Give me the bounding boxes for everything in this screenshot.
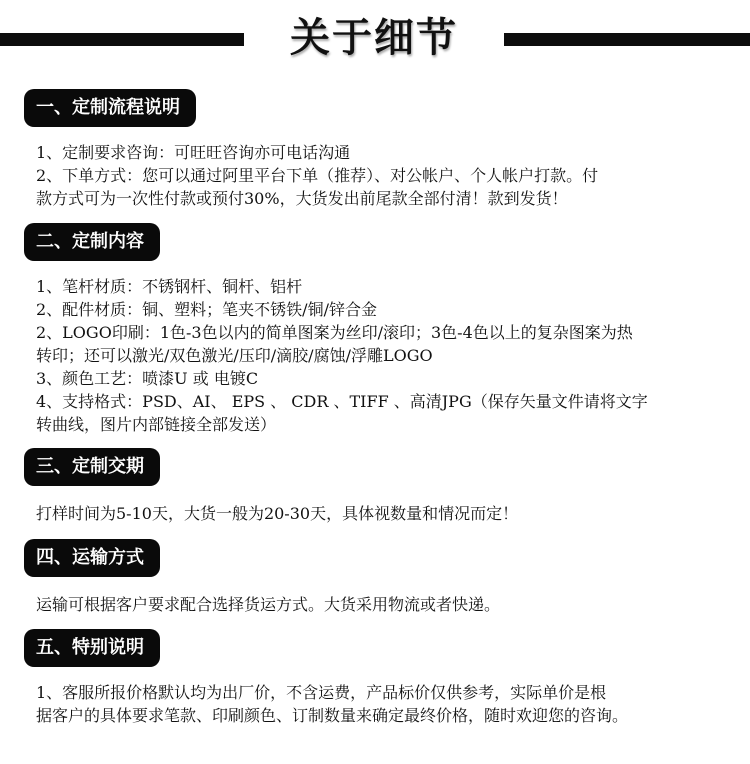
text-line: 转曲线，图片内部链接全部发送） — [36, 415, 277, 434]
section-text-shipping — [36, 593, 732, 616]
text-line: 据客户的具体要求笔款、印刷颜色、订制数量来确定最终价格，随时欢迎您的咨询。 — [36, 706, 629, 725]
page-title: 关于细节 — [290, 15, 458, 61]
text-line: 打样时间为5-10天，大货一般为20-30天，具体视数量和情况而定！ — [36, 504, 519, 523]
text-line: 2、LOGO印刷：1色-3色以内的简单图案为丝印/滚印；3色-4色以上的复杂图案为热 — [36, 323, 633, 342]
section-text-delivery-time — [36, 502, 732, 525]
section-label-delivery-time: 三、定制交期 — [24, 448, 160, 486]
header-rule-left — [0, 33, 244, 46]
section-text-content — [36, 275, 732, 436]
text-line: 3、颜色工艺：喷漆U 或 电镀C — [36, 369, 259, 388]
section-text-process — [36, 141, 732, 210]
section-label-special-notes: 五、特别说明 — [24, 629, 160, 667]
text-line: 款方式可为一次性付款或预付30%，大货发出前尾款全部付清！款到发货！ — [36, 189, 568, 208]
text-line: 1、客服所报价格默认均为出厂价，不含运费，产品标价仅供参考，实际单价是根 — [36, 683, 607, 702]
text-line: 1、定制要求咨询：可旺旺咨询亦可电话沟通 — [36, 143, 351, 162]
text-line: 4、支持格式：PSD、AI、 EPS 、 CDR 、TIFF 、高清JPG（保存矢量文件请将文字 — [36, 392, 648, 411]
page-header — [0, 0, 750, 80]
header-rule-right — [504, 33, 750, 46]
section-label-shipping: 四、运输方式 — [24, 539, 160, 577]
text-line: 1、笔杆材质：不锈钢杆、铜杆、铝杆 — [36, 277, 303, 296]
section-text-special-notes — [36, 681, 732, 727]
text-line: 转印；还可以激光/双色激光/压印/滴胶/腐蚀/浮雕LOGO — [36, 346, 433, 365]
section-label-process: 一、定制流程说明 — [24, 89, 196, 127]
text-line: 运输可根据客户要求配合选择货运方式。大货采用物流或者快递。 — [36, 595, 501, 614]
text-line: 2、下单方式：您可以通过阿里平台下单（推荐）、对公帐户、个人帐户打款。付 — [36, 166, 599, 185]
text-line: 2、配件材质：铜、塑料；笔夹不锈铁/铜/锌合金 — [36, 300, 377, 319]
section-label-content: 二、定制内容 — [24, 223, 160, 261]
